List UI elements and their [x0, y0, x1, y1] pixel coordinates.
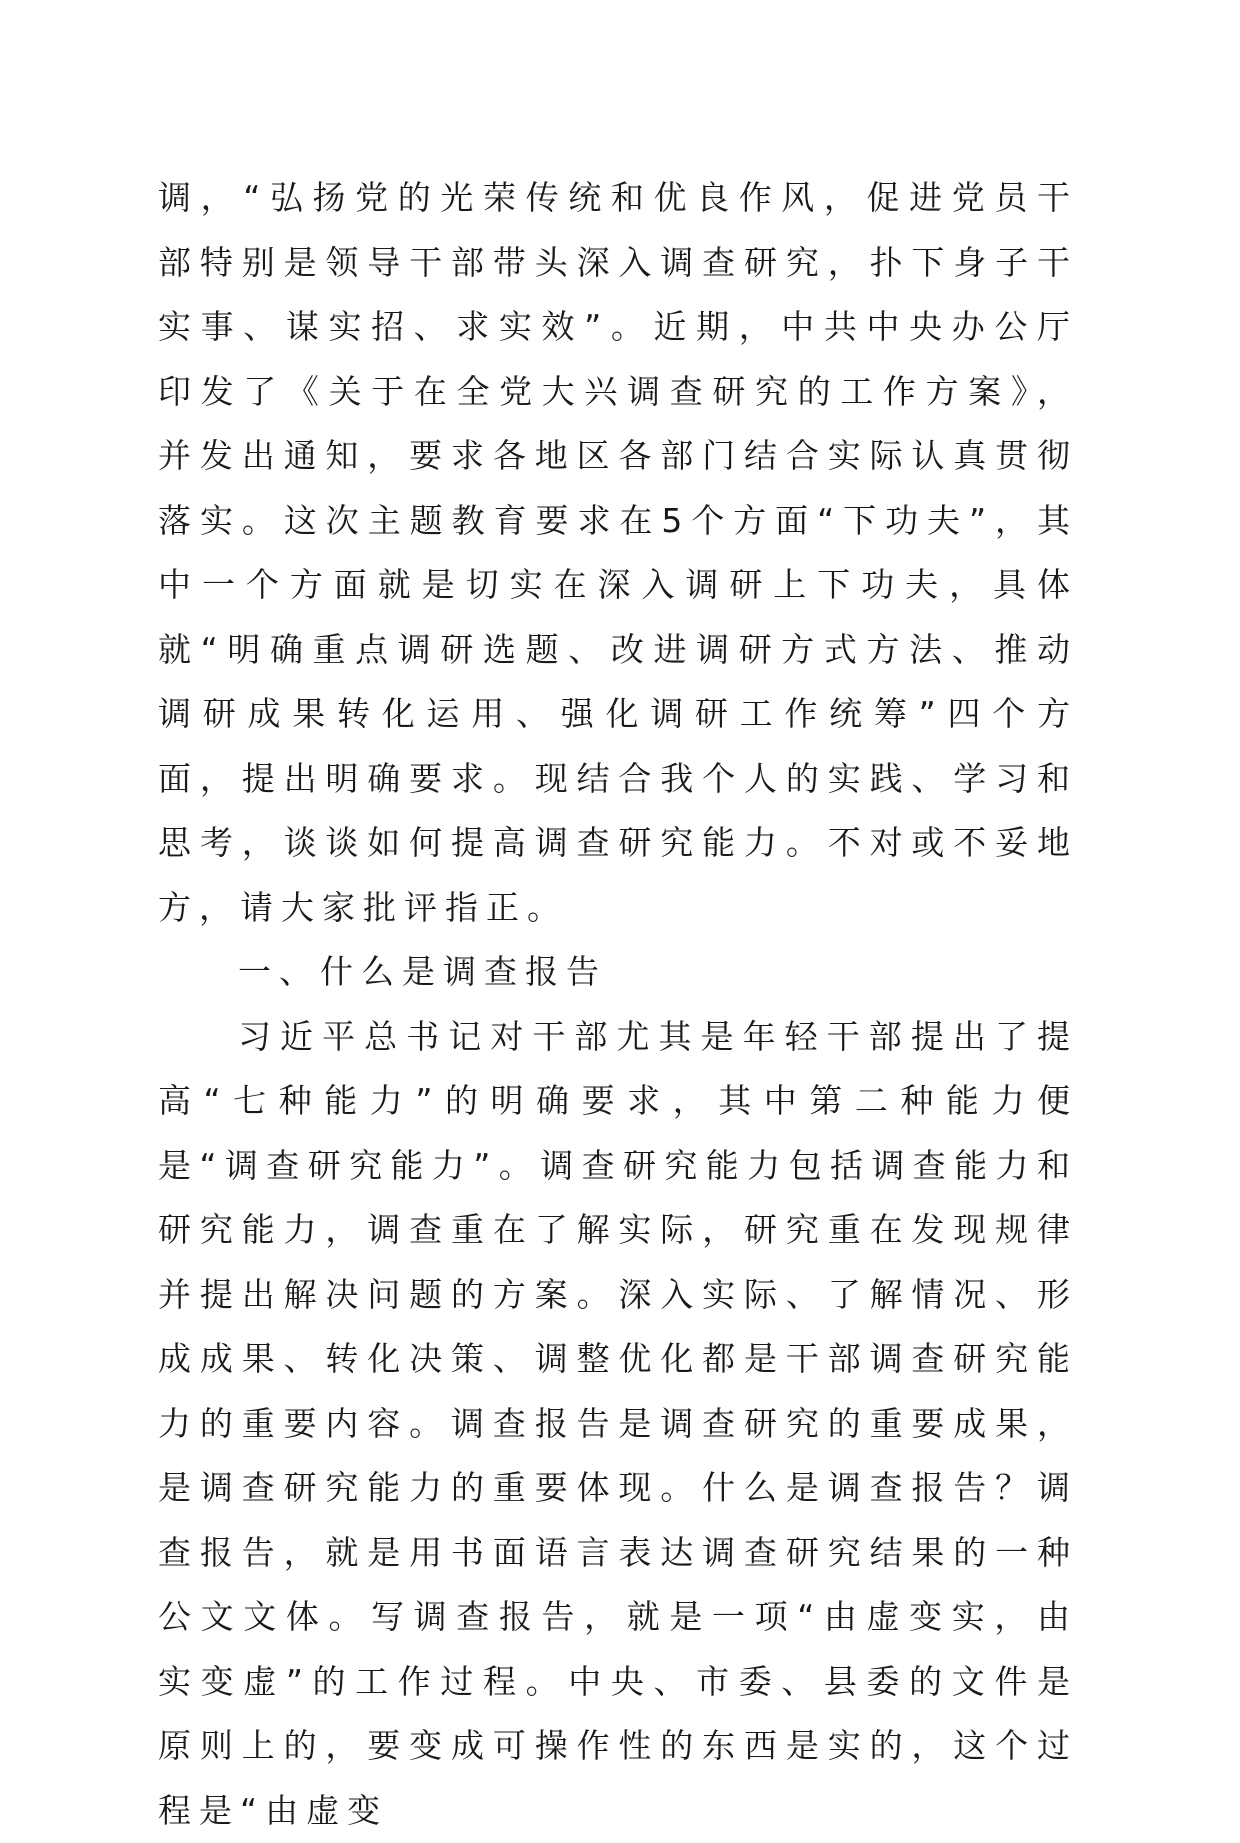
document-page — [158, 166, 1078, 1843]
body-paragraph-survey-ability: 习近平总书记对干部尤其是年轻干部提出了提高“七种能力”的明确要求，其中第二种能力便是“调查研究能力”。调查研究能力包括调查能力和研究能力，调查重在了解实际，研究重在发现规律并提出解决问题的方案。深入实际、了解情况、形成成果、转化决策、调整优化都是干部调查研究能力的重要内容。调查报告是调查研究的重要成果，是调查研究能力的重要体现。什么是调查报告？调查报告，就是用书面语言表达调查研究结果的一种公文文体。写调查报告，就是一项“由虚变实，由实变虚”的工作过程。中央、市委、县委的文件是原则上的，要变成可操作性的东西是实的，这个过程是“由虚变 — [158, 1005, 1078, 1843]
section-heading-what-is-survey-report: 一、什么是调查报告 — [158, 940, 1078, 1005]
intro-continuation-paragraph: 调，“弘扬党的光荣传统和优良作风，促进党员干部特别是领导干部带头深入调查研究，扑下身子干实事、谋实招、求实效”。近期，中共中央办公厅印发了《关于在全党大兴调查研究的工作方案》，并发出通知，要求各地区各部门结合实际认真贯彻落实。这次主题教育要求在5个方面“下功夫”，其中一个方面就是切实在深入调研上下功夫，具体就“明确重点调研选题、改进调研方式方法、推动调研成果转化运用、强化调研工作统筹”四个方面，提出明确要求。现结合我个人的实践、学习和思考，谈谈如何提高调查研究能力。不对或不妥地方，请大家批评指正。 — [158, 166, 1078, 940]
